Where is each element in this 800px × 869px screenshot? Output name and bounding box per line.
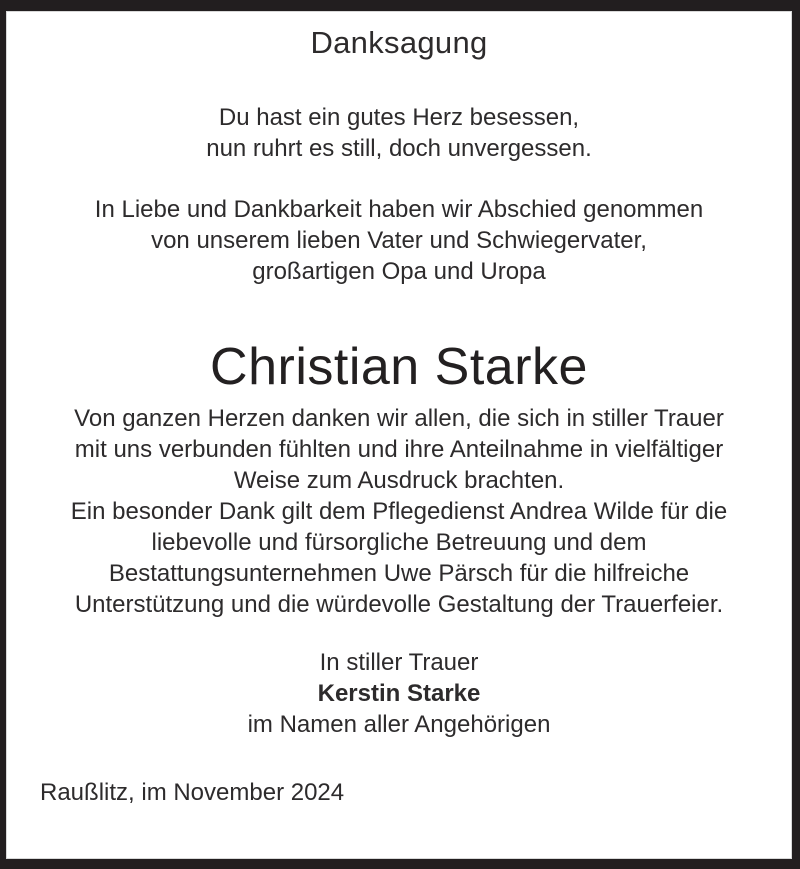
thanks-line-1: Von ganzen Herzen danken wir allen, die sich in stiller Trauer bbox=[74, 405, 724, 432]
notice-content bbox=[6, 11, 792, 859]
thanks-line-2: mit uns verbunden fühlten und ihre Anteilnahme in vielfältiger bbox=[74, 436, 724, 463]
deceased-name: Christian Starke bbox=[210, 338, 588, 396]
intro-line-2: von unserem lieben Vater und Schwiegervater, bbox=[151, 227, 647, 254]
verse-line-2: nun ruhrt es still, doch unvergessen. bbox=[206, 135, 592, 162]
intro-line-1: In Liebe und Dankbarkeit haben wir Abschied genommen bbox=[94, 196, 704, 223]
intro-line-3: großartigen Opa und Uropa bbox=[252, 258, 546, 285]
closing-representation: im Namen aller Angehörigen bbox=[247, 711, 551, 738]
thanks-paragraph bbox=[7, 403, 791, 620]
farewell-intro bbox=[7, 194, 791, 287]
verse-line-1: Du hast ein gutes Herz besessen, bbox=[218, 104, 580, 131]
thanks-line-6: Bestattungsunternehmen Uwe Pärsch für die hilfreiche bbox=[108, 560, 690, 587]
closing-block bbox=[7, 647, 791, 740]
thanks-line-5: liebevolle und fürsorgliche Betreuung und dem bbox=[151, 529, 647, 556]
notice-title: Danksagung bbox=[310, 25, 488, 60]
thanks-line-4: Ein besonder Dank gilt dem Pflegedienst Andrea Wilde für die bbox=[70, 498, 728, 525]
thanks-line-3: Weise zum Ausdruck brachten. bbox=[233, 467, 565, 494]
thanks-line-7: Unterstützung und die würdevolle Gestaltung der Trauerfeier. bbox=[74, 591, 724, 618]
memorial-verse bbox=[7, 102, 791, 164]
closing-salutation: In stiller Trauer bbox=[319, 649, 479, 676]
place-date-line: Raußlitz, im November 2024 bbox=[40, 779, 345, 806]
mourner-name: Kerstin Starke bbox=[317, 680, 481, 707]
